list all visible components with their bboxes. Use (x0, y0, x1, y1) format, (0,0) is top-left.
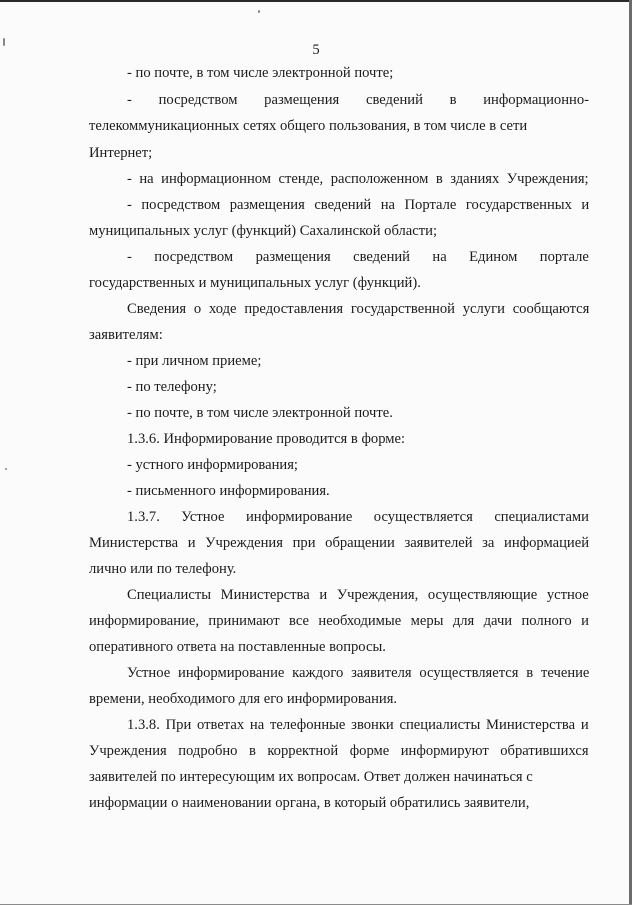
text-line: времени, необходимого для его информирования. (89, 691, 398, 707)
scan-speck (258, 10, 260, 13)
scan-border-top (0, 0, 632, 2)
text-line: - устного информирования; (127, 457, 298, 473)
scan-speck (5, 468, 7, 470)
text-line: - письменного информирования. (127, 483, 330, 499)
word: посредством (158, 92, 238, 108)
text-line: Учреждения подробно в корректной форме информируют обратившихся (89, 743, 589, 759)
word: - (127, 249, 132, 265)
text-line-justified (89, 91, 589, 109)
word: портале (539, 249, 589, 265)
word: на (432, 249, 447, 265)
word: 1.3.7. (127, 509, 160, 525)
word: специалистами (494, 509, 589, 525)
text-line: заявителям: (89, 327, 163, 343)
word: посредством (154, 249, 234, 265)
text-line: телекоммуникационных сетях общего пользования, в том числе в сети (89, 118, 528, 134)
text-line: государственных и муниципальных услуг (функций). (89, 275, 421, 291)
text-line: - по почте, в том числе электронной почте. (127, 405, 393, 421)
text-line: муниципальных услуг (функций) Сахалинской области; (89, 223, 438, 239)
text-line: лично или по телефону. (89, 561, 237, 577)
text-line: заявителей по интересующим их вопросам. Ответ должен начинаться с (89, 769, 533, 785)
text-line: 1.3.8. При ответах на телефонные звонки специалисты Министерства и (127, 717, 589, 733)
text-line: - посредством размещения сведений на Портале государственных и (127, 197, 590, 213)
text-line-justified (89, 248, 589, 266)
word: в (449, 92, 457, 108)
text-line: - по почте, в том числе электронной почте; (127, 65, 394, 81)
word: Устное (181, 509, 225, 525)
text-line: Министерства и Учреждения при обращении заявителей за информацией (89, 535, 590, 551)
text-line: информирование, принимают все необходимые меры для дачи полного и (89, 613, 589, 629)
word: осуществляется (373, 509, 473, 525)
word: информационно- (483, 92, 589, 108)
text-line: Сведения о ходе предоставления государственной услуги сообщаются (127, 301, 590, 317)
word: - (127, 92, 132, 108)
word: Едином (469, 249, 518, 265)
text-line: Интернет; (89, 145, 153, 161)
text-line: Устное информирование каждого заявителя осуществляется в течение (127, 665, 590, 681)
word: сведений (353, 249, 410, 265)
word: сведений (365, 92, 423, 108)
page-number: 5 (312, 42, 320, 58)
text-line: оперативного ответа на поставленные вопросы. (89, 639, 386, 655)
word: размещения (264, 92, 340, 108)
text-line-justified (89, 508, 589, 526)
word: размещения (255, 249, 331, 265)
text-line: - при личном приеме; (127, 353, 262, 369)
word: информирование (245, 509, 353, 525)
text-line: - по телефону; (127, 379, 217, 395)
text-line: информации о наименовании органа, в который обратились заявители, (89, 795, 530, 811)
text-line: Специалисты Министерства и Учреждения, осуществляющие устное (127, 587, 589, 603)
text-line: 1.3.6. Информирование проводится в форме: (127, 431, 406, 447)
text-line: - на информационном стенде, расположенном в зданиях Учреждения; (127, 171, 589, 187)
